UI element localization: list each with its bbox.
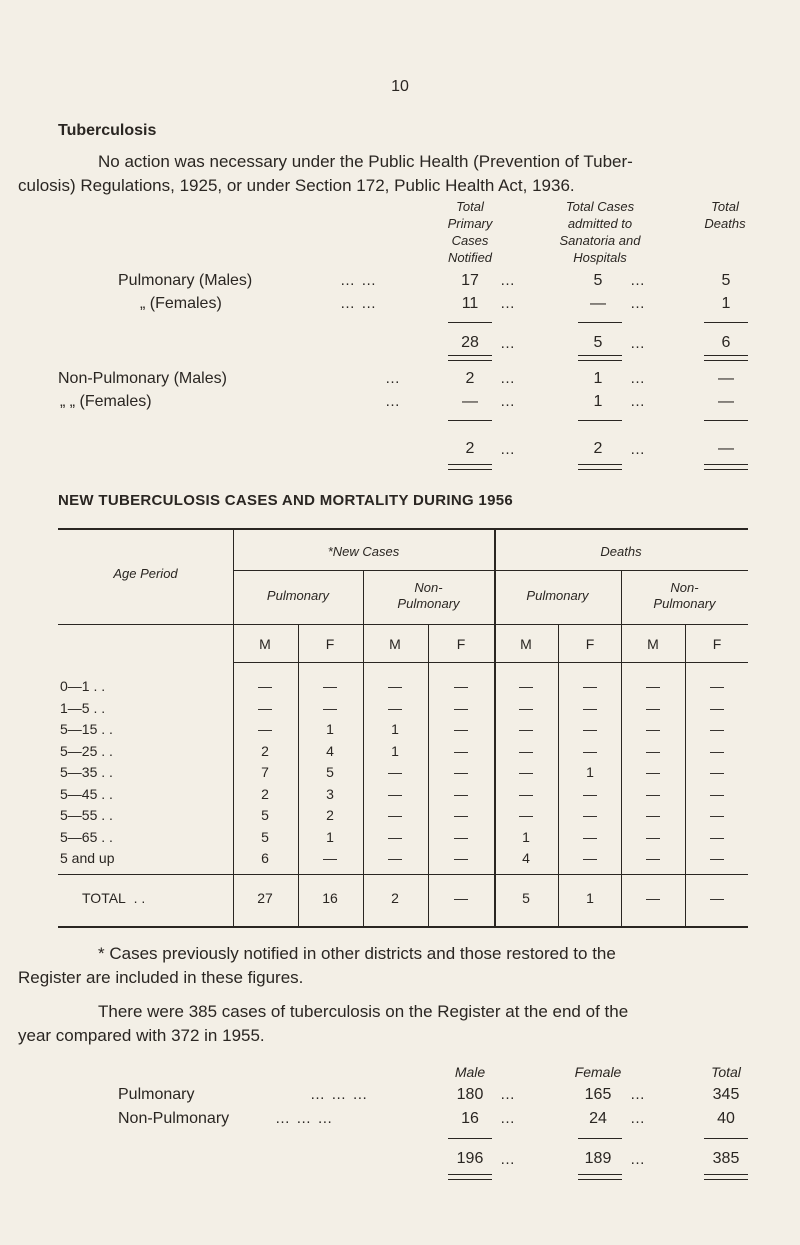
leader-dots: … (500, 272, 516, 289)
table-cell: 2 (326, 807, 334, 823)
register-row-label: Pulmonary (118, 1086, 195, 1103)
table-cell: — (388, 828, 402, 845)
col-divider (558, 624, 559, 928)
table-cell: 1 (326, 828, 334, 845)
total-cell: — (710, 890, 724, 906)
summary-row-label: „ „ (Females) (60, 393, 152, 410)
table-cell: 2 (261, 785, 269, 802)
intro-line-2: culosis) Regulations, 1925, or under Section 172, Public Health Act, 1936. (18, 176, 575, 195)
footnote (18, 942, 748, 990)
table-cell: — (323, 678, 337, 694)
table-cell: — (583, 807, 597, 823)
register-total: 385 (712, 1150, 740, 1167)
table-cell: — (454, 699, 468, 716)
table-cell: — (454, 764, 468, 780)
table-cell: — (710, 785, 724, 802)
mf-header: M (259, 636, 271, 652)
sum-double-rule (448, 464, 492, 470)
leader-dots: … (385, 393, 401, 410)
summary-cell: 1 (721, 295, 731, 312)
leader-dots: … … … (275, 1110, 334, 1127)
row-dots: . . (133, 890, 146, 906)
summary-cell: 17 (461, 272, 479, 289)
table-cell: — (646, 699, 660, 716)
summary-col1-header (420, 198, 520, 266)
sum-double-rule (704, 1174, 748, 1180)
mf-header: F (456, 636, 466, 652)
total-cell: — (454, 890, 468, 906)
leader-dots: … (630, 441, 646, 458)
summary-col3-header (680, 198, 770, 232)
table-cell: — (323, 699, 337, 716)
header-line: Pulmonary (397, 596, 460, 611)
total-cell: 5 (522, 890, 530, 906)
table-cell: — (583, 721, 597, 737)
summary-total: 2 (465, 440, 475, 457)
total-label-text: TOTAL (82, 890, 126, 906)
total-cell: 27 (257, 890, 273, 906)
table-title: NEW TUBERCULOSIS CASES AND MORTALITY DURING 1956 (58, 492, 513, 509)
header-line: Pulmonary (653, 596, 716, 611)
summary-total: 6 (721, 334, 731, 351)
table-cell: — (710, 699, 724, 716)
summary-col2-header (530, 198, 670, 266)
table-cell: — (388, 699, 402, 716)
leader-dots: … (630, 335, 646, 352)
leader-dots: … … … (310, 1086, 369, 1103)
table-cell: — (646, 807, 660, 823)
sum-rule (704, 322, 748, 323)
mf-header: F (585, 636, 595, 652)
table-cell: — (519, 764, 533, 780)
leader-dots: … (500, 1151, 516, 1168)
register-total: 196 (456, 1150, 484, 1167)
col-divider (621, 570, 622, 928)
header-line: Cases (451, 233, 489, 248)
leader-dots: … (500, 370, 516, 387)
register-cell: 165 (584, 1086, 612, 1103)
sum-double-rule (578, 1174, 622, 1180)
table-cell: — (519, 807, 533, 823)
sum-double-rule (448, 1174, 492, 1180)
table-cell: 5 (261, 828, 269, 845)
sum-rule (704, 1138, 748, 1139)
table-cell: — (583, 850, 597, 866)
summary-cell: — (718, 370, 734, 387)
table-cell: — (646, 742, 660, 759)
table-cell: 4 (326, 742, 334, 759)
total-rule (58, 874, 748, 875)
table-cell: — (388, 807, 402, 823)
leader-dots: … (630, 370, 646, 387)
table-cell: — (258, 678, 272, 694)
table-cell: 5 (261, 807, 269, 823)
table-cell: — (710, 850, 724, 866)
table-cell: — (646, 850, 660, 866)
table-cell: — (388, 850, 402, 866)
header-line: Total (456, 199, 484, 214)
summary-total: 2 (593, 440, 603, 457)
header-line: Hospitals (573, 250, 627, 265)
header-line: admitted to (567, 216, 633, 231)
table-cell: — (583, 742, 597, 759)
total-label (82, 890, 145, 906)
summary-total: 5 (593, 334, 603, 351)
age-period-cell: 0—1 . . (60, 678, 106, 694)
header-line: Total Cases (565, 199, 635, 214)
register-total: 189 (584, 1150, 612, 1167)
new-cases-header: *New Cases (327, 544, 400, 559)
header-line: Deaths (704, 216, 746, 231)
table-cell: — (646, 828, 660, 845)
summary-total: — (718, 440, 734, 457)
table-cell: — (388, 764, 402, 780)
sum-double-rule (704, 355, 748, 361)
age-period-cell: 5—65 . . (60, 828, 113, 845)
summary-cell: — (590, 295, 606, 312)
deaths-header: Deaths (600, 544, 642, 559)
leader-dots: … (630, 295, 646, 312)
col-divider (428, 624, 429, 928)
mf-header: M (520, 636, 532, 652)
table-cell: — (583, 678, 597, 694)
sum-rule (448, 322, 492, 323)
leader-dots: … (500, 441, 516, 458)
mf-header: F (712, 636, 722, 652)
table-cell: — (454, 807, 468, 823)
table-cell: — (583, 699, 597, 716)
sum-double-rule (578, 355, 622, 361)
age-period-cell: 5—25 . . (60, 742, 113, 759)
sum-double-rule (448, 355, 492, 361)
table-cell: — (710, 807, 724, 823)
header-line: Sanatoria and (559, 233, 641, 248)
age-period-cell: 1—5 . . (60, 699, 106, 716)
summary-cell: 11 (461, 295, 479, 312)
mf-header: M (647, 636, 659, 652)
pulmonary-header: Pulmonary (526, 588, 589, 603)
total-cell: 16 (322, 890, 338, 906)
table-bottom-rule (58, 926, 748, 928)
summary-cell: 1 (593, 370, 603, 387)
table-cell: — (519, 699, 533, 716)
intro-paragraph (18, 150, 748, 198)
table-cell: — (710, 828, 724, 845)
sum-double-rule (578, 464, 622, 470)
table-cell: — (454, 721, 468, 737)
age-period-cell: 5—45 . . (60, 785, 113, 802)
summary-cell: — (462, 393, 478, 410)
table-cell: 1 (391, 721, 399, 737)
leader-dots: … (500, 335, 516, 352)
footnote-line-2: Register are included in these figures. (18, 968, 304, 987)
age-period-cell: 5—15 . . (60, 721, 113, 737)
summary-cell: 1 (593, 393, 603, 410)
age-period-cell: 5—35 . . (60, 764, 113, 780)
table-cell: — (710, 742, 724, 759)
table-top-rule (58, 528, 748, 530)
table-cell: — (646, 785, 660, 802)
register-line-2: year compared with 372 in 1955. (18, 1026, 265, 1045)
col-divider (298, 624, 299, 928)
leader-dots: … … (340, 272, 378, 289)
header-rule (58, 624, 748, 625)
leader-dots: … … (340, 295, 378, 312)
header-line: Notified (447, 250, 493, 265)
register-cell: 180 (456, 1086, 484, 1103)
leader-dots: … (630, 393, 646, 410)
mf-rule (233, 662, 748, 663)
leader-dots: … (630, 272, 646, 289)
leader-dots: … (500, 295, 516, 312)
group-rule (233, 570, 748, 571)
table-cell: 2 (261, 742, 269, 759)
register-cell: 345 (712, 1086, 740, 1103)
col-divider (685, 624, 686, 928)
table-cell: 1 (586, 764, 594, 780)
register-header-female: Female (574, 1064, 622, 1080)
age-period-cell: 5—55 . . (60, 807, 113, 823)
table-cell: — (583, 785, 597, 802)
table-cell: 5 (326, 764, 334, 780)
table-cell: — (710, 678, 724, 694)
sum-rule (578, 322, 622, 323)
table-cell: — (519, 785, 533, 802)
total-cell: 2 (391, 890, 399, 906)
table-cell: 6 (261, 850, 269, 866)
sum-rule (704, 420, 748, 421)
pulmonary-header: Pulmonary (266, 588, 330, 603)
table-cell: — (646, 764, 660, 780)
table-cell: — (646, 678, 660, 694)
table-cell: — (323, 850, 337, 866)
age-period-cell: 5 and up (60, 850, 115, 866)
leader-dots: … (630, 1151, 646, 1168)
sum-rule (448, 1138, 492, 1139)
register-header-total: Total (711, 1064, 741, 1080)
table-cell: — (388, 678, 402, 694)
non-pulmonary-header (621, 580, 748, 612)
table-cell: 4 (522, 850, 530, 866)
register-row-label: Non-Pulmonary (118, 1110, 230, 1127)
header-line: Primary (447, 216, 493, 231)
table-cell: — (583, 828, 597, 845)
table-cell: — (388, 785, 402, 802)
summary-cell: — (718, 393, 734, 410)
table-cell: — (710, 764, 724, 780)
table-cell: — (519, 678, 533, 694)
register-cell: 40 (717, 1110, 735, 1127)
table-cell: — (454, 785, 468, 802)
header-line: Total (711, 199, 739, 214)
sum-rule (448, 420, 492, 421)
table-cell: 1 (391, 742, 399, 759)
leader-dots: … (630, 1086, 646, 1103)
leader-dots: … (385, 370, 401, 387)
table-cell: — (710, 721, 724, 737)
table-cell: — (454, 828, 468, 845)
table-cell: — (519, 742, 533, 759)
intro-line-1: No action was necessary under the Public Health (Prevention of Tuber- (98, 152, 633, 171)
table-cell: 7 (261, 764, 269, 780)
mf-header: M (389, 636, 401, 652)
footnote-line-1: * Cases previously notified in other districts and those restored to the (98, 944, 616, 963)
sum-double-rule (704, 464, 748, 470)
summary-total: 28 (461, 334, 479, 351)
sum-rule (578, 420, 622, 421)
register-header-male: Male (454, 1064, 486, 1080)
table-cell: — (454, 850, 468, 866)
leader-dots: … (500, 393, 516, 410)
page-number: 10 (391, 78, 409, 95)
col-divider (363, 570, 364, 928)
summary-row-label: „ (Females) (140, 295, 222, 312)
table-cell: 1 (326, 721, 334, 737)
table-cell: — (258, 699, 272, 716)
summary-row-label: Non-Pulmonary (Males) (58, 370, 227, 387)
summary-cell: 5 (593, 272, 603, 289)
summary-cell: 2 (465, 370, 475, 387)
register-line-1: There were 385 cases of tuberculosis on the Register at the end of the (98, 1002, 629, 1021)
register-cell: 16 (461, 1110, 479, 1127)
summary-cell: 5 (721, 272, 731, 289)
table-cell: — (519, 721, 533, 737)
table-cell: 1 (522, 828, 530, 845)
mf-header: F (325, 636, 335, 652)
header-line: Non- (670, 580, 699, 595)
register-paragraph (18, 1000, 748, 1048)
table-cell: — (454, 678, 468, 694)
summary-row-label: Pulmonary (Males) (118, 272, 253, 289)
leader-dots: … (500, 1110, 516, 1127)
total-cell: 1 (586, 890, 594, 906)
total-cell: — (646, 890, 660, 906)
leader-dots: … (630, 1110, 646, 1127)
sum-rule (578, 1138, 622, 1139)
section-heading: Tuberculosis (58, 122, 157, 139)
table-cell: 3 (326, 785, 334, 802)
age-header: Age Period (113, 566, 178, 581)
non-pulmonary-header (363, 580, 494, 612)
leader-dots: … (500, 1086, 516, 1103)
header-line: Non- (414, 580, 443, 595)
table-cell: — (646, 721, 660, 737)
table-cell: — (454, 742, 468, 759)
tb-table (58, 528, 748, 928)
table-cell: — (258, 721, 272, 737)
register-cell: 24 (589, 1110, 607, 1127)
